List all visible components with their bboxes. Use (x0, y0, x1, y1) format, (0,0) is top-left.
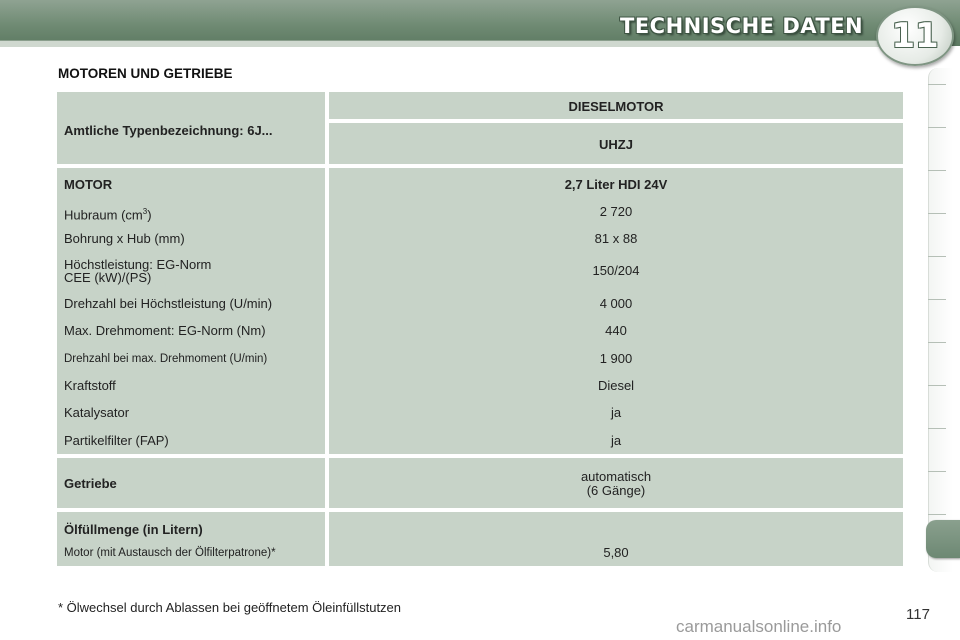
spec-value-bore-stroke: 81 x 88 (594, 231, 638, 246)
oil-capacity-sublabel: Motor (mit Austausch der Ölfilterpatrone)* (64, 547, 276, 559)
gearbox-label: Getriebe (64, 476, 117, 491)
spec-value-max-power: 150/204 (592, 263, 640, 278)
spec-label-bore-stroke: Bohrung x Hub (mm) (64, 231, 185, 246)
chapter-tab-strip (928, 68, 953, 572)
spec-value-max-torque: 440 (605, 323, 627, 338)
watermark: carmanualsonline.info (676, 617, 842, 636)
type-designation-label: Amtliche Typenbezeichnung: 6J... (64, 123, 273, 138)
engine-type: DIESELMOTOR (568, 99, 664, 114)
spec-value-power-rpm: 4 000 (599, 296, 633, 311)
tab-divider (928, 385, 946, 386)
chapter-badge (876, 6, 954, 66)
motor-header-label: MOTOR (64, 177, 113, 192)
tab-divider (928, 170, 946, 171)
tab-divider (928, 514, 946, 515)
tab-divider (928, 342, 946, 343)
tab-divider (928, 299, 946, 300)
spec-label-displacement: Hubraum $(cm^3)$ (64, 207, 152, 223)
tab-divider (928, 428, 946, 429)
tab-divider (928, 471, 946, 472)
page-title: TECHNISCHE DATEN (620, 14, 864, 38)
page-number: 117 (906, 606, 930, 623)
spec-value-displacement: 2 720 (599, 204, 633, 219)
oil-capacity-label: Ölfüllmenge (in Litern) (64, 522, 203, 537)
header-stripe (0, 40, 880, 47)
section-title: MOTOREN UND GETRIEBE (58, 66, 233, 81)
tab-divider (928, 127, 946, 128)
oil-capacity-value: 5,80 (603, 545, 629, 560)
spec-label-particle-filter: Partikelfilter (FAP) (64, 433, 169, 448)
tab-divider (928, 84, 946, 85)
spec-label-max-power-unit: CEE (kW)/(PS) (64, 270, 152, 285)
chapter-tab-active[interactable] (926, 520, 960, 558)
spec-value-fuel: Diesel (597, 378, 635, 393)
tab-divider (928, 213, 946, 214)
spec-label-max-power: Höchstleistung: EG-Norm (64, 257, 212, 272)
gearbox-value-line1: automatisch (580, 469, 652, 484)
spec-value-particle-filter: ja (610, 433, 622, 448)
spec-label-catalyst: Katalysator (64, 405, 130, 420)
spec-label-max-torque: Max. Drehmoment: EG-Norm (Nm) (64, 323, 266, 338)
footnote: * Ölwechsel durch Ablassen bei geöffnetem Öleinfüllstutzen (58, 600, 402, 615)
motor-header-value: 2,7 Liter HDI 24V (564, 177, 668, 192)
spec-label-power-rpm: Drehzahl bei Höchstleistung (U/min) (64, 296, 273, 311)
tab-divider (928, 256, 946, 257)
spec-label-torque-rpm: Drehzahl bei max. Drehmoment (U/min) (64, 353, 268, 365)
gearbox-value-line2: (6 Gänge) (586, 483, 646, 498)
spec-value-catalyst: ja (610, 405, 622, 420)
spec-value-torque-rpm: 1 900 (599, 351, 633, 366)
engine-code: UHZJ (599, 137, 633, 152)
spec-label-fuel: Kraftstoff (64, 378, 116, 393)
chapter-number: 11 (891, 16, 939, 56)
